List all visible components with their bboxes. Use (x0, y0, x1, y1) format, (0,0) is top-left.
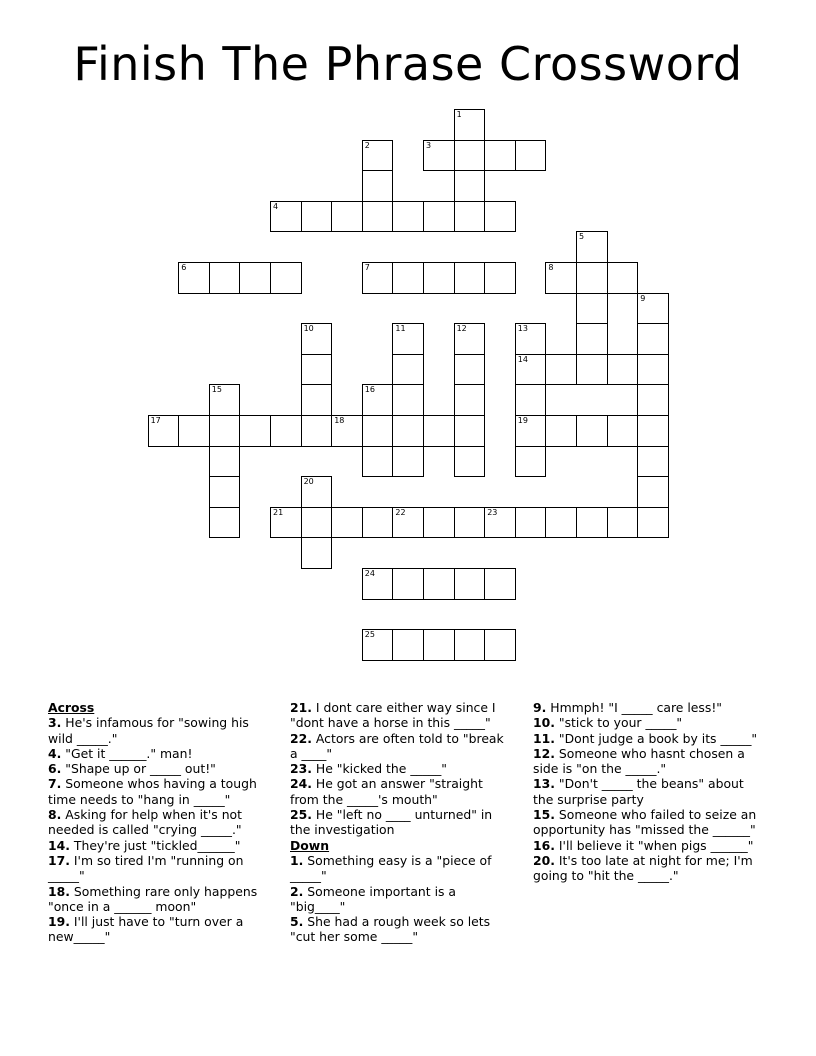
grid-cell[interactable] (239, 415, 271, 447)
clue-number: 2 (364, 140, 370, 150)
clue-number-label: 23. (290, 761, 312, 777)
grid-cell[interactable] (423, 507, 455, 539)
grid-cell[interactable] (331, 507, 363, 539)
grid-cell[interactable] (637, 507, 669, 539)
clue-text: He's infamous for "sowing his wild _____." (48, 715, 249, 746)
clue-item (533, 776, 763, 807)
clue-number: 16 (364, 385, 375, 395)
clue-item (533, 746, 763, 777)
grid-cell[interactable] (454, 170, 486, 202)
clue-number: 23 (487, 507, 498, 517)
grid-cell[interactable] (301, 354, 333, 386)
grid-cell[interactable] (392, 201, 424, 233)
grid-cell[interactable] (484, 629, 516, 661)
grid-cell[interactable] (545, 354, 577, 386)
grid-cell[interactable] (454, 323, 486, 355)
grid-cell[interactable] (423, 262, 455, 294)
grid-cell[interactable] (454, 568, 486, 600)
clue-text: It's too late at night for me; I'm going to "hit the _____." (533, 852, 753, 884)
grid-cell[interactable] (515, 323, 547, 355)
clue-number: 10 (303, 324, 314, 334)
grid-cell[interactable] (515, 140, 547, 172)
clue-number-label: 5. (290, 914, 304, 930)
grid-cell[interactable] (607, 354, 639, 386)
grid-cell[interactable] (331, 415, 363, 447)
clue-text: I'm so tired I'm "running on _____" (48, 852, 244, 884)
grid-cell[interactable] (576, 231, 608, 263)
clue-number-label: 18. (48, 883, 70, 899)
grid-cell[interactable] (637, 415, 669, 447)
clue-item (290, 776, 512, 807)
clue-number-label: 25. (290, 807, 312, 823)
grid-cell[interactable] (301, 201, 333, 233)
grid-cell[interactable] (454, 629, 486, 661)
grid-cell[interactable] (362, 140, 394, 172)
clue-column-3 (533, 700, 763, 884)
clue-number-label: 17. (48, 852, 70, 868)
grid-cell[interactable] (607, 262, 639, 294)
clue-number-label: 1. (290, 852, 304, 868)
clue-number: 11 (395, 324, 406, 334)
grid-cell[interactable] (545, 507, 577, 539)
clue-item (290, 761, 512, 776)
clue-number: 14 (517, 354, 528, 364)
grid-cell[interactable] (178, 415, 210, 447)
grid-cell[interactable] (545, 415, 577, 447)
clue-number: 3 (426, 140, 432, 150)
grid-cell[interactable] (392, 507, 424, 539)
clue-text: He "left no ____ unturned" in the investigation (290, 807, 493, 838)
grid-cell[interactable] (362, 568, 394, 600)
clue-item (48, 746, 273, 761)
clue-number: 12 (456, 324, 467, 334)
grid-cell[interactable] (423, 568, 455, 600)
grid-cell[interactable] (576, 507, 608, 539)
clue-item (290, 700, 512, 731)
clue-text: I'll just have to "turn over a new_____" (48, 914, 244, 945)
clue-number-label: 19. (48, 914, 70, 930)
clue-item (290, 884, 512, 915)
clue-number-label: 22. (290, 730, 312, 746)
grid-cell[interactable] (362, 201, 394, 233)
clue-text: "Don't _____ the beans" about the surprise party (533, 776, 744, 807)
clue-number: 5 (579, 232, 585, 242)
grid-cell[interactable] (362, 170, 394, 202)
grid-cell[interactable] (362, 415, 394, 447)
grid-cell[interactable] (301, 507, 333, 539)
grid-cell[interactable] (576, 262, 608, 294)
grid-cell[interactable] (454, 507, 486, 539)
grid-cell[interactable] (301, 476, 333, 508)
grid-cell[interactable] (239, 262, 271, 294)
clue-text: "Dont judge a book by its _____" (554, 730, 758, 746)
grid-cell[interactable] (392, 629, 424, 661)
grid-cell[interactable] (209, 384, 241, 416)
clue-number-label: 24. (290, 776, 312, 792)
clue-number-label: 20. (533, 852, 555, 868)
clue-item (533, 715, 763, 730)
clue-text: Something easy is a "piece of _____" (290, 852, 492, 884)
clue-text: She had a rough week so lets "cut her some _____" (290, 914, 491, 945)
grid-cell[interactable] (576, 354, 608, 386)
grid-cell[interactable] (392, 446, 424, 478)
clue-number-label: 3. (48, 715, 62, 731)
grid-cell[interactable] (423, 415, 455, 447)
clue-item (290, 807, 512, 838)
clue-text: Someone who failed to seize an opportunity has "missed the ______" (533, 807, 757, 838)
clue-number-label: 21. (290, 700, 312, 715)
grid-cell[interactable] (423, 629, 455, 661)
grid-cell[interactable] (392, 384, 424, 416)
clue-item (533, 853, 763, 884)
clue-item (48, 838, 273, 853)
clue-item (48, 761, 273, 776)
clue-number: 20 (303, 477, 314, 487)
clue-text: Someone who hasnt chosen a side is "on the _____." (533, 745, 745, 777)
grid-cell[interactable] (484, 262, 516, 294)
grid-cell[interactable] (392, 262, 424, 294)
grid-cell[interactable] (209, 507, 241, 539)
down-header: Down (290, 837, 330, 853)
clue-text: Actors are often told to "break a ____" (290, 730, 504, 761)
grid-cell[interactable] (392, 415, 424, 447)
grid-cell[interactable] (637, 293, 669, 325)
clue-number: 17 (150, 416, 161, 425)
clue-item (533, 807, 763, 838)
clue-number-label: 16. (533, 837, 555, 853)
grid-cell[interactable] (515, 354, 547, 386)
grid-cell[interactable] (209, 262, 241, 294)
clue-text: They're just "tickled______" (69, 837, 241, 853)
clue-column-2 (290, 700, 512, 945)
grid-cell[interactable] (270, 415, 302, 447)
clue-item (533, 838, 763, 853)
grid-cell[interactable] (637, 384, 669, 416)
grid-cell[interactable] (392, 323, 424, 355)
grid-cell[interactable] (301, 384, 333, 416)
clue-item (48, 853, 273, 884)
clue-text: I dont care either way since I "dont have a horse in this _____" (290, 700, 496, 731)
grid-cell[interactable] (454, 415, 486, 447)
clue-text: He got an answer "straight from the _____'s mouth" (290, 776, 483, 807)
grid-cell[interactable] (270, 507, 302, 539)
grid-cell[interactable] (148, 415, 180, 447)
clue-text: Something rare only happens "once in a ______ moon" (48, 883, 258, 914)
grid-cell[interactable] (301, 537, 333, 569)
clue-number: 9 (640, 293, 646, 303)
grid-cell[interactable] (423, 201, 455, 233)
clue-number-label: 11. (533, 730, 555, 746)
grid-cell[interactable] (454, 262, 486, 294)
clue-number: 6 (181, 263, 187, 272)
clue-number: 24 (364, 569, 375, 578)
grid-cell[interactable] (484, 568, 516, 600)
grid-cell[interactable] (209, 476, 241, 508)
clue-number-label: 2. (290, 883, 304, 899)
grid-cell[interactable] (270, 262, 302, 294)
clue-number-label: 14. (48, 837, 70, 853)
clue-number-label: 9. (533, 700, 547, 715)
grid-cell[interactable] (178, 262, 210, 294)
clue-number: 7 (364, 263, 370, 272)
grid-cell[interactable] (576, 415, 608, 447)
clue-number-label: 7. (48, 776, 62, 792)
page-title: Finish The Phrase Crossword (73, 37, 743, 91)
clue-number-label: 8. (48, 807, 62, 823)
grid-cell[interactable] (484, 201, 516, 233)
grid-cell[interactable] (362, 507, 394, 539)
clue-text: "Get it ______." man! (61, 745, 193, 761)
grid-cell[interactable] (576, 323, 608, 355)
grid-cell[interactable] (454, 109, 486, 141)
clue-number: 15 (211, 385, 222, 395)
clue-item (290, 853, 512, 884)
grid-cell[interactable] (362, 629, 394, 661)
clue-item (48, 807, 273, 838)
grid-cell[interactable] (454, 384, 486, 416)
across-header: Across (48, 700, 95, 715)
clue-number-label: 12. (533, 745, 555, 761)
grid-cell[interactable] (515, 384, 547, 416)
clue-text: Someone whos having a tough time needs to "hang in _____" (48, 776, 257, 807)
clue-number: 22 (395, 507, 406, 517)
clue-number: 4 (273, 201, 279, 211)
grid-cell[interactable] (423, 140, 455, 172)
grid-cell[interactable] (607, 507, 639, 539)
grid-cell[interactable] (362, 384, 394, 416)
clue-text: I'll believe it "when pigs ______" (554, 837, 754, 853)
grid-cell[interactable] (301, 415, 333, 447)
clue-number: 8 (548, 263, 554, 272)
clue-item (290, 731, 512, 762)
clue-text: "Shape up or _____ out!" (61, 761, 216, 777)
clue-text: "stick to your _____" (554, 715, 683, 731)
clue-text: He "kicked the _____" (311, 761, 448, 777)
clue-number-label: 4. (48, 745, 62, 761)
clue-number: 18 (334, 416, 345, 425)
grid-cell[interactable] (454, 446, 486, 478)
grid-cell[interactable] (362, 262, 394, 294)
grid-cell[interactable] (484, 507, 516, 539)
clue-item (48, 776, 273, 807)
grid-cell[interactable] (637, 476, 669, 508)
grid-cell[interactable] (515, 446, 547, 478)
clue-number-label: 15. (533, 807, 555, 823)
clue-number: 1 (456, 110, 462, 119)
clue-number: 25 (364, 630, 375, 640)
grid-cell[interactable] (270, 201, 302, 233)
grid-cell[interactable] (392, 354, 424, 386)
grid-cell[interactable] (484, 140, 516, 172)
clue-number-label: 6. (48, 761, 62, 777)
clue-number: 13 (517, 324, 528, 334)
grid-cell[interactable] (637, 446, 669, 478)
clue-item (48, 884, 273, 915)
clue-item (290, 914, 512, 945)
clue-number: 21 (273, 507, 284, 517)
grid-cell[interactable] (454, 201, 486, 233)
clue-item (533, 731, 763, 746)
grid-cell[interactable] (301, 323, 333, 355)
clue-item (48, 715, 273, 746)
grid-cell[interactable] (607, 415, 639, 447)
grid-cell[interactable] (209, 446, 241, 478)
grid-cell[interactable] (515, 415, 547, 447)
clue-number-label: 10. (533, 715, 555, 731)
grid-cell[interactable] (637, 323, 669, 355)
clue-text: Hmmph! "I _____ care less!" (546, 700, 723, 715)
grid-cell[interactable] (209, 415, 241, 447)
clue-item (48, 914, 273, 945)
grid-cell[interactable] (515, 507, 547, 539)
clue-text: Asking for help when it's not needed is called "crying _____." (48, 807, 242, 838)
grid-cell[interactable] (454, 354, 486, 386)
grid-cell[interactable] (331, 201, 363, 233)
grid-cell[interactable] (637, 354, 669, 386)
clue-number-label: 13. (533, 776, 555, 792)
grid-cell[interactable] (576, 293, 608, 325)
clue-column-1 (48, 700, 273, 945)
grid-cell[interactable] (392, 568, 424, 600)
grid-cell[interactable] (454, 140, 486, 172)
clue-number: 19 (517, 416, 528, 425)
clue-text: Someone important is a "big____" (290, 883, 457, 914)
grid-cell[interactable] (545, 262, 577, 294)
grid-cell[interactable] (362, 446, 394, 478)
clue-item (533, 700, 763, 715)
